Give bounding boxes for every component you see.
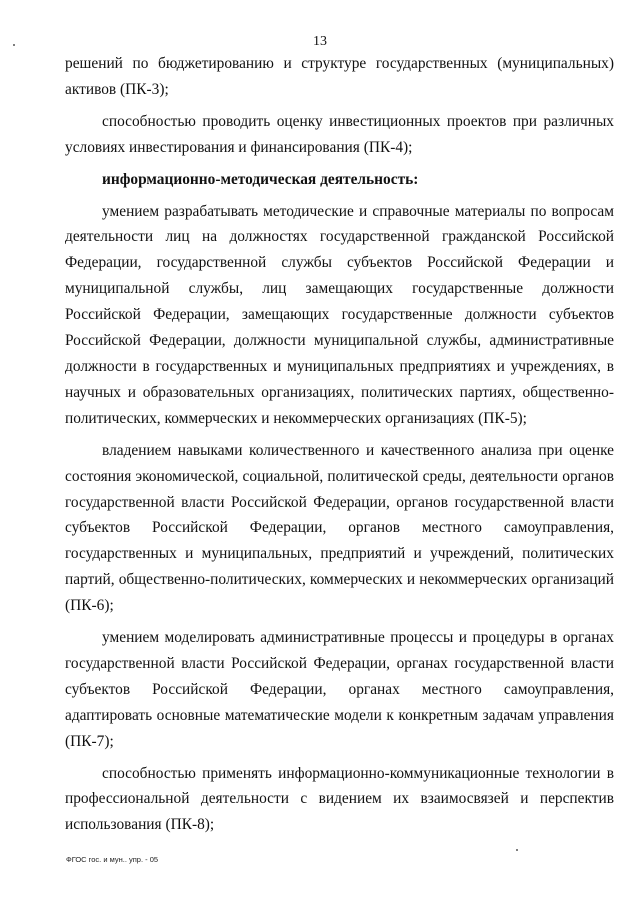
paragraph-pk6: владением навыками количественного и качественного анализа при оценке состояния экономической, социальной, политической среды, деятельности органов государственной власти Российской Федерации, органов государственной власти субъектов Российской Федерации, органов местного самоуправления, государственных и муниципальных, предприятий и учреждений, политических партий, общественно-политических, коммерческих и некоммерческих организаций (ПК-6);	[65, 441, 614, 615]
paragraph-pk4: способностью проводить оценку инвестиционных проектов при различных условиях инвестирования и финансирования (ПК-4);	[65, 112, 614, 156]
paragraph-pk3-continuation: решений по бюджетированию и структуре государственных (муниципальных) активов (ПК-3);	[65, 55, 614, 98]
scan-speck	[516, 849, 518, 851]
paragraph-pk5: умением разрабатывать методические и справочные материалы по вопросам деятельности лиц на должностях государственной гражданской Российской Федерации, государственной службы субъектов Российской Федерации и муниципальной службы, лиц замещающих государственные должности Российской Федерации, замещающих государственные должности субъектов Российской Федерации, должности муниципальной службы, административные должности в государственных и муниципальных предприятиях и учреждениях, в научных и образовательных организациях, политических партиях, общественно-политических, коммерческих и некоммерческих организациях (ПК-5);	[65, 202, 614, 427]
section-heading: информационно-методическая деятельность:	[102, 170, 419, 188]
page-number: 13	[313, 34, 327, 49]
paragraph-pk8: способностью применять информационно-коммуникационные технологии в профессиональной деятельности с видением их взаимосвязей и перспектив использования (ПК-8);	[65, 764, 614, 834]
paragraph-pk7: умением моделировать административные процессы и процедуры в органах государственной власти Российской Федерации, органах государственной власти субъектов Российской Федерации, органах местного самоуправления, адаптировать основные математические модели к конкретным задачам управления (ПК-7);	[65, 629, 614, 750]
page-footer: ФГОС гос. и мун.. упр. - 05	[66, 855, 159, 864]
document-body	[65, 51, 614, 838]
scan-speck	[13, 44, 15, 46]
